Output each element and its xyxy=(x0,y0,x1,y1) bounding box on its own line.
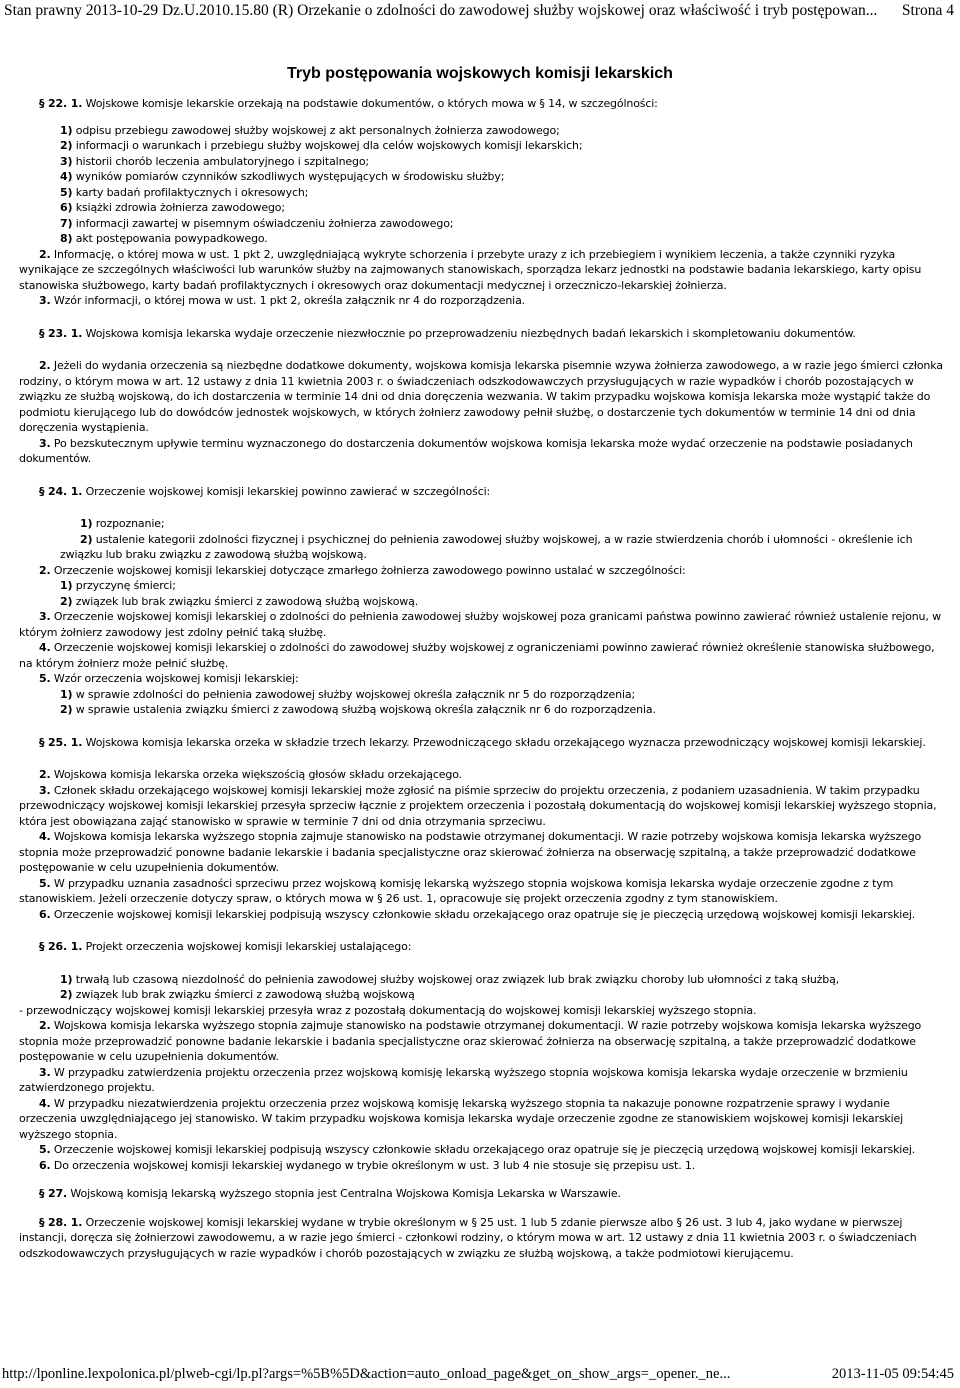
list-item: 5) karty badań profilaktycznych i okresowych; xyxy=(60,185,309,199)
list-item: 1) trwałą lub czasową niezdolność do pełnienia zawodowej służby wojskowej oraz związek lub brak związku choroby lub ułomności z taką służbą, xyxy=(60,972,840,986)
paragraph-25-1: § 25. 1. Wojskowa komisja lekarska orzeka w składzie trzech lekarzy. Przewodniczącego składu orzekającego wyznacza przewodniczący wojskowej komisji lekarskiej. xyxy=(39,735,926,749)
paragraph: 3. Wzór informacji, o której mowa w ust. 1 pkt 2, określa załącznik nr 4 do rozporządzenia. xyxy=(39,294,526,307)
paragraph: 5. W przypadku uznania zasadności sprzeciwu przez wojskową komisję lekarską wyższego stopnia wojskowa komisja lekarska wydaje orzeczenie zgodne z tym stanowiskiem. Jeżeli orzeczenie dotyczy spraw, o których mowa w § 26 ust. 1, opracowuje się projekt orzeczenia zgodny z tym stanowiskiem. xyxy=(19,876,894,905)
section-title: Tryb postępowania wojskowych komisji lekarskich xyxy=(287,65,673,82)
list-item: 2) w sprawie ustalenia związku śmierci z zawodową służbą wojskową określa załącznik nr 6 do rozporządzenia. xyxy=(60,703,656,716)
header-page-number: Strona 4 xyxy=(901,2,954,19)
list-item: 3) historii chorób leczenia ambulatoryjnego i szpitalnego; xyxy=(60,154,369,168)
list-item: 8) akt postępowania powypadkowego. xyxy=(60,232,268,245)
footer-source-url: http://lponline.lexpolonica.pl/plweb-cgi/lp.pl?args=%5B%5D&action=auto_onload_page&get_on_show_args=_opener._ne... xyxy=(2,1366,731,1382)
list-item: 2) informacji o warunkach i przebiegu służby wojskowej dla celów wojskowych komisji lekarskich; xyxy=(60,139,583,152)
paragraph: 6. Orzeczenie wojskowej komisji lekarskiej podpisują wszyscy członkowie składu orzekającego oraz opatruje się je pieczęcią urzędową wojskowej komisji lekarskiej. xyxy=(39,907,916,921)
paragraph-22-1: § 22. 1. Wojskowe komisje lekarskie orzekają na podstawie dokumentów, o których mowa w § 14, w szczególności: xyxy=(39,97,658,110)
paragraph: 4. W przypadku niezatwierdzenia projektu orzeczenia przez wojskową komisję lekarską wyższego stopnia ta nakazuje ponowne rozpatrzenie sprawy i wydanie orzeczenia uwzględniającego jej stanowisko. W takim przypadku wojskowa komisja lekarska wydaje orzeczenie zgodne ze stanowiskiem wojskowej komisji lekarskiej wyższego stopnia. xyxy=(19,1096,904,1141)
paragraph: 4. Orzeczenie wojskowej komisji lekarskiej o zdolności do zawodowej służby wojskowej z ograniczeniami powinno zawierać również określenie stanowiska służbowego, na którym żołnierz może pełnić służbę. xyxy=(19,641,935,670)
paragraph-24-1: § 24. 1. Orzeczenie wojskowej komisji lekarskiej powinno zawierać w szczególności: xyxy=(39,484,491,498)
paragraph: 2. Wojskowa komisja lekarska wyższego stopnia zajmuje stanowisko na podstawie otrzymanej dokumentacji. W razie potrzeby wojskowa komisja lekarska wyższego stopnia może przeprowadzić ponowne badanie lekarskie i badania specjalistyczne oraz skierować żołnierza na obserwację szpitalną, a także przeprowadzić dodatkowe postępowanie w celu uzupełnienia dokumentów. xyxy=(19,1019,922,1063)
page-header xyxy=(4,2,954,24)
list-item: 2) ustalenie kategorii zdolności fizycznej i psychicznej do pełnienia zawodowej służby wojskowej, a w razie stwierdzenia chorób i ułomności - określenie ich związku lub braku związku z zawodową służbą wojskową. xyxy=(60,532,913,561)
paragraph: 2. Wojskowa komisja lekarska orzeka większością głosów składu orzekającego. xyxy=(39,768,462,781)
paragraph: 2. Jeżeli do wydania orzeczenia są niezbędne dodatkowe dokumenty, wojskowa komisja lekarska pisemnie wzywa żołnierza zawodowego, a w razie jego śmierci członka rodziny, o którym mowa w art. 12 ustawy z dnia 11 kwietnia 2003 r. o świadczeniach odszkodowawczych przysługujących w razie wypadków i chorób pozostających w związku ze służbą wojskową, do ich dostarczenia w terminie 14 dni od dnia doręczenia wezwania. W takim przypadku wojskowa komisja lekarska może wystąpić także do podmiotu kierującego lub do dowódców jednostek wojskowych, w których żołnierz zawodowy pełnił służbę, o dostarczenie tych dokumentów w terminie 14 dni od dnia doręczenia wystąpienia. xyxy=(19,359,943,434)
document-body xyxy=(19,96,947,1261)
list-item: 1) w sprawie zdolności do pełnienia zawodowej służby wojskowej określa załącznik nr 5 do rozporządzenia; xyxy=(60,687,635,701)
paragraph-continuation: - przewodniczący wojskowej komisji lekarskiej przesyła wraz z pozostałą dokumentacją do wojskowej komisji lekarskiej wyższego stopnia. xyxy=(19,1003,757,1017)
list-item: 1) przyczynę śmierci; xyxy=(60,579,176,592)
list-item: 2) związek lub brak związku śmierci z zawodową służbą wojskową xyxy=(60,988,415,1001)
paragraph: 3. W przypadku zatwierdzenia projektu orzeczenia przez wojskową komisję lekarską wyższego stopnia wojskowa komisja lekarska wydaje orzeczenie w brzmieniu zatwierdzonego projektu. xyxy=(19,1065,908,1094)
paragraph: 3. Orzeczenie wojskowej komisji lekarskiej o zdolności do pełnienia zawodowej służby wojskowej poza granicami państwa powinno zawierać również ustalenie rejonu, w którym żołnierz zawodowy jest zdolny pełnić taką służbę. xyxy=(19,610,941,639)
header-document-status: Stan prawny 2013-10-29 Dz.U.2010.15.80 (R) Orzekanie o zdolności do zawodowej służby wojskowej oraz właściwość i tryb postępowan... xyxy=(4,2,878,19)
paragraph-26-1: § 26. 1. Projekt orzeczenia wojskowej komisji lekarskiej ustalającego: xyxy=(39,940,412,953)
list-item: 4) wyników pomiarów czynników szkodliwych występujących w środowisku służby; xyxy=(60,170,505,183)
list-item: 2) związek lub brak związku śmierci z zawodową służbą wojskową. xyxy=(60,594,419,608)
paragraph: 3. Po bezskutecznym upływie terminu wyznaczonego do dostarczenia dokumentów wojskowa komisja lekarska może wydać orzeczenie na podstawie posiadanych dokumentów. xyxy=(19,436,913,465)
list-item: 6) książki zdrowia żołnierza zawodowego; xyxy=(60,201,285,214)
list-item: 1) odpisu przebiegu zawodowej służby wojskowej z akt personalnych żołnierza zawodowego; xyxy=(60,123,560,137)
list-item: 7) informacji zawartej w pisemnym oświadczeniu żołnierza zawodowego; xyxy=(60,216,454,230)
paragraph-27: § 27. Wojskową komisją lekarską wyższego stopnia jest Centralna Wojskowa Komisja Lekarska w Warszawie. xyxy=(39,1187,621,1200)
paragraph: 4. Wojskowa komisja lekarska wyższego stopnia zajmuje stanowisko na podstawie otrzymanej dokumentacji. W razie potrzeby wojskowa komisja lekarska wyższego stopnia może przeprowadzić ponowne badanie lekarskie i badania specjalistyczne oraz skierować żołnierza na obserwację szpitalną, a także przeprowadzić dodatkowe postępowanie w celu uzupełnienia dokumentów. xyxy=(19,830,922,874)
list-item: 1) rozpoznanie; xyxy=(80,517,165,530)
paragraph: 5. Orzeczenie wojskowej komisji lekarskiej podpisują wszyscy członkowie składu orzekającego oraz opatruje się je pieczęcią urzędową wojskowej komisji lekarskiej. xyxy=(39,1143,916,1156)
paragraph: 6. Do orzeczenia wojskowej komisji lekarskiej wydanego w trybie określonym w ust. 3 lub 4 nie stosuje się przepisu ust. 1. xyxy=(39,1158,696,1172)
paragraph: 2. Informację, o której mowa w ust. 1 pkt 2, uwzględniającą wykryte schorzenia i przebyte urazy z ich przebiegiem i wynikiem leczenia, a także czynniki ryzyka wynikające ze szczególnych właściwości lub warunków służby na zajmowanych stanowiskach, sporządza lekarz jednostki na podstawie badania lekarskiego, karty opisu stanowiska służbowego, karty badań profilaktycznych i okresowych oraz dokumentacji medycznej i orzeczniczo-lekarskiej żołnierza. xyxy=(19,247,922,292)
footer-timestamp: 2013-11-05 09:54:45 xyxy=(831,1366,954,1382)
page-footer xyxy=(2,1366,954,1386)
paragraph-23-1: § 23. 1. Wojskowa komisja lekarska wydaje orzeczenie niezwłocznie po przeprowadzeniu niezbędnych badań lekarskich i skompletowaniu dokumentów. xyxy=(39,326,856,340)
paragraph-28-1: § 28. 1. Orzeczenie wojskowej komisji lekarskiej wydane w trybie określonym w § 25 ust. 1 lub 5 zdanie pierwsze albo § 26 ust. 3 lub 4, jako wydane w pierwszej instancji, doręcza się żołnierzowi zawodowemu, a w razie jego śmierci - członkowi rodziny, o którym mowa w art. 12 ustawy z dnia 11 kwietnia 2003 r. o świadczeniach odszkodowawczych przysługujących w razie wypadków i chorób pozostających w związku ze służbą wojskową, a także podmiotowi kierującemu. xyxy=(19,1215,917,1260)
paragraph: 3. Członek składu orzekającego wojskowej komisji lekarskiej może zgłosić na piśmie sprzeciw do projektu orzeczenia, z podaniem uzasadnienia. W takim przypadku przewodniczący wojskowej komisji lekarskiej przesyła sprzeciw łącznie z projektem orzeczenia i pozostałą dokumentacją do wojskowej komisji lekarskiej wyższego stopnia, która jest obowiązana zająć stanowisko w sprawie w terminie 7 dni od dnia otrzymania sprzeciwu. xyxy=(19,783,937,828)
paragraph: 5. Wzór orzeczenia wojskowej komisji lekarskiej: xyxy=(39,672,299,685)
paragraph: 2. Orzeczenie wojskowej komisji lekarskiej dotyczące zmarłego żołnierza zawodowego powinno ustalać w szczególności: xyxy=(39,563,686,577)
